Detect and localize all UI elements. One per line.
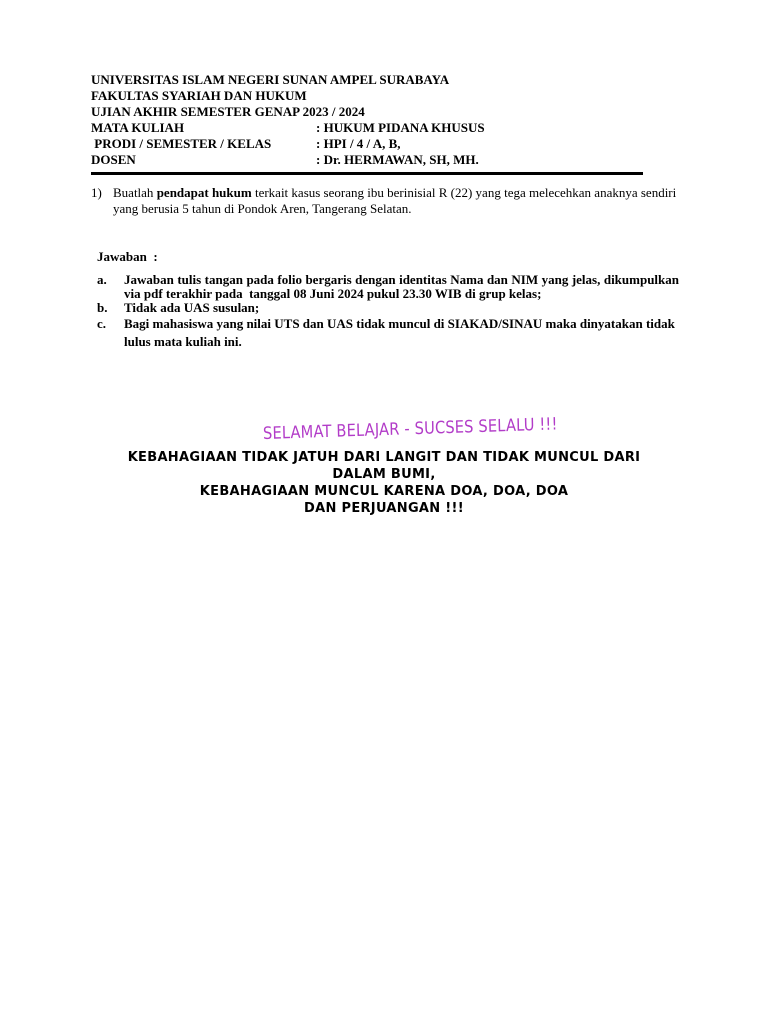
question-suffix: terkait kasus seorang ibu berinisial R (22) yang tega melecehkan anaknya sendiri yang berusia 5 tahun di Pondok Aren, Tangerang Selatan. bbox=[113, 185, 677, 216]
header-divider bbox=[91, 172, 643, 175]
motto-line: KEBAHAGIAAN TIDAK JATUH DARI LANGIT DAN TIDAK MUNCUL DARI bbox=[127, 450, 641, 465]
question-prefix: Buatlah bbox=[113, 185, 157, 200]
wordart-greeting: SELAMAT BELAJAR - SUCSES SELALU !!! bbox=[262, 414, 558, 444]
course-label: MATA KULIAH bbox=[91, 120, 185, 135]
instruction-marker: b. bbox=[97, 300, 108, 315]
lecturer-value: : Dr. HERMAWAN, SH, MH. bbox=[316, 152, 479, 167]
motto-line: DAN PERJUANGAN !!! bbox=[304, 501, 464, 516]
answer-label: Jawaban : bbox=[97, 249, 158, 264]
instruction-marker: c. bbox=[97, 316, 107, 331]
instruction-marker: a. bbox=[97, 272, 107, 287]
program-row bbox=[91, 136, 643, 152]
motto-block bbox=[70, 449, 698, 517]
course-value: : HUKUM PIDANA KHUSUS bbox=[316, 120, 485, 135]
exam-title: UJIAN AKHIR SEMESTER GENAP 2023 / 2024 bbox=[91, 104, 365, 119]
program-label: PRODI / SEMESTER / KELAS bbox=[91, 136, 272, 151]
program-value: : HPI / 4 / A, B, bbox=[316, 136, 401, 151]
lecturer-row bbox=[91, 152, 643, 168]
exam-header bbox=[91, 72, 643, 168]
course-row bbox=[91, 120, 643, 136]
instruction-item bbox=[97, 315, 679, 351]
motto-line: KEBAHAGIAAN MUNCUL KARENA DOA, DOA, DOA bbox=[199, 484, 569, 499]
instruction-text: Bagi mahasiswa yang nilai UTS dan UAS tidak muncul di SIAKAD/SINAU maka dinyatakan tidak lulus mata kuliah ini. bbox=[124, 316, 675, 349]
motto-line: DALAM BUMI, bbox=[332, 467, 436, 482]
instruction-item bbox=[97, 272, 683, 301]
lecturer-label: DOSEN bbox=[91, 152, 136, 167]
question-text bbox=[113, 185, 681, 217]
question-bold-term: pendapat hukum bbox=[156, 185, 252, 200]
question-1 bbox=[91, 185, 681, 217]
instruction-text: Tidak ada UAS susulan; bbox=[124, 300, 260, 315]
question-number: 1) bbox=[91, 185, 102, 200]
faculty-name: FAKULTAS SYARIAH DAN HUKUM bbox=[91, 88, 307, 103]
instruction-item bbox=[97, 301, 679, 315]
university-name: UNIVERSITAS ISLAM NEGERI SUNAN AMPEL SURABAYA bbox=[91, 72, 450, 87]
instruction-list bbox=[97, 272, 683, 351]
instruction-text: Jawaban tulis tangan pada folio bergaris dengan identitas Nama dan NIM yang jelas, dikumpulkan via pdf terakhir pada tanggal 08 Juni 2024 pukul 23.30 WIB di grup kelas; bbox=[124, 272, 683, 301]
